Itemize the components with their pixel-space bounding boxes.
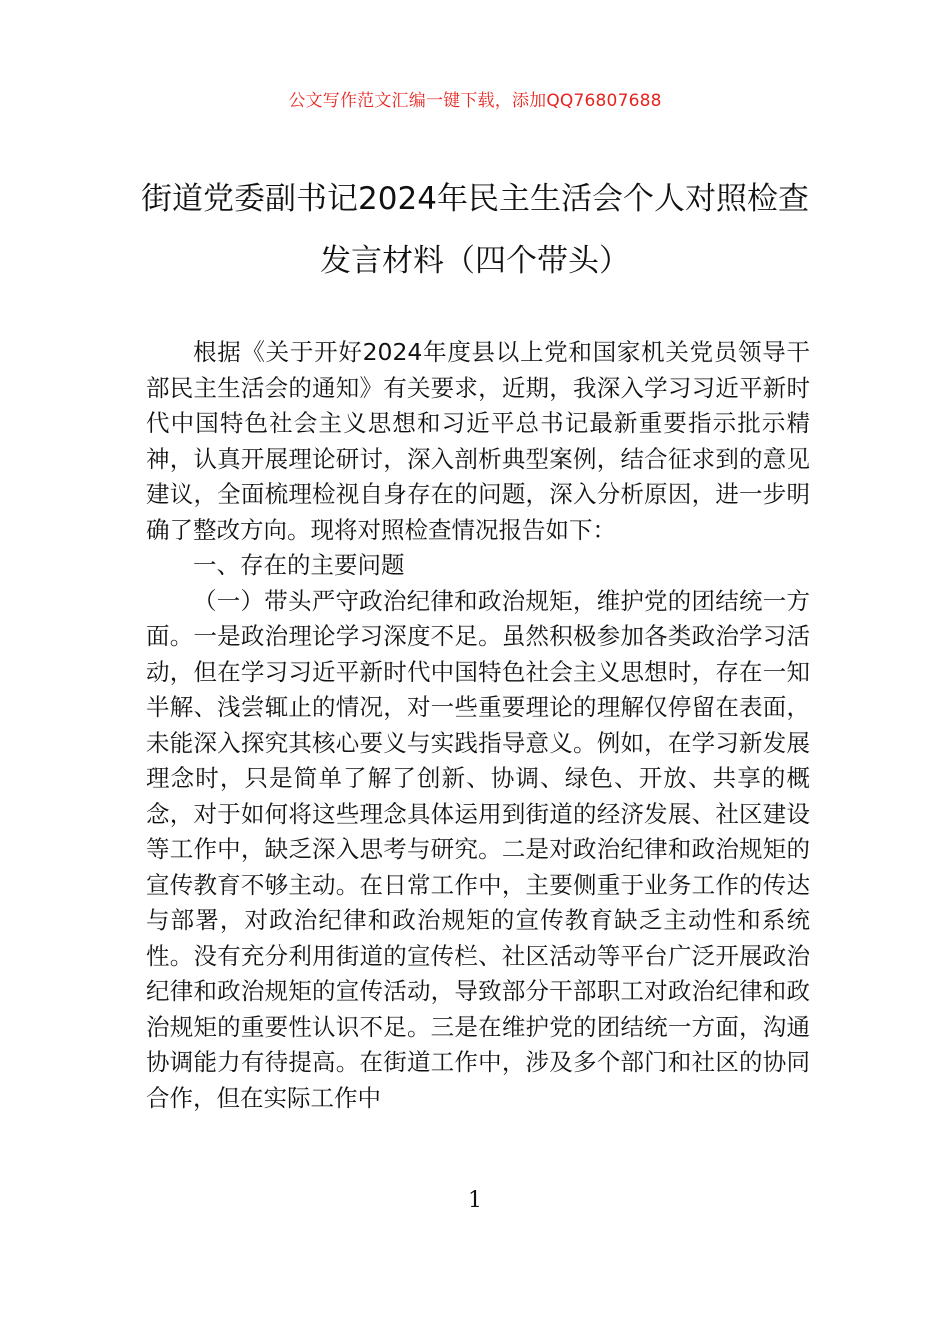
section-heading: 一、存在的主要问题 [193, 551, 405, 579]
document-body [146, 335, 810, 1116]
document-title: 街道党委副书记2024年民主生活会个人对照检查发言材料（四个带头） [141, 181, 809, 279]
page-number: 1 [468, 1188, 482, 1213]
intro-paragraph: 根据《关于开好2024年度县以上党和国家机关党员领导干部民主生活会的通知》有关要求，近期，我深入学习习近平新时代中国特色社会主义思想和习近平总书记最新重要指示批示精神，认真开展理论研讨，深入剖析典型案例，结合征求到的意见建议，全面梳理检视自身存在的问题，深入分析原因，进一步明确了整改方向。现将对照检查情况报告如下： [146, 338, 810, 544]
body-paragraph: （一）带头严守政治纪律和政治规矩，维护党的团结统一方面。一是政治理论学习深度不足。虽然积极参加各类政治学习活动，但在学习习近平新时代中国特色社会主义思想时，存在一知半解、浅尝辄止的情况，对一些重要理论的理解仅停留在表面，未能深入探究其核心要义与实践指导意义。例如，在学习新发展理念时，只是简单了解了创新、协调、绿色、开放、共享的概念，对于如何将这些理念具体运用到街道的经济发展、社区建设等工作中，缺乏深入思考与研究。二是对政治纪律和政治规矩的宣传教育不够主动。在日常工作中，主要侧重于业务工作的传达与部署，对政治纪律和政治规矩的宣传教育缺乏主动性和系统性。没有充分利用街道的宣传栏、社区活动等平台广泛开展政治纪律和政治规矩的宣传活动，导致部分干部职工对政治纪律和政治规矩的重要性认识不足。三是在维护党的团结统一方面，沟通协调能力有待提高。在街道工作中，涉及多个部门和社区的协同合作，但在实际工作中 [146, 586, 810, 1112]
download-notice: 公文写作范文汇编一键下载，添加QQ76807688 [288, 91, 662, 111]
